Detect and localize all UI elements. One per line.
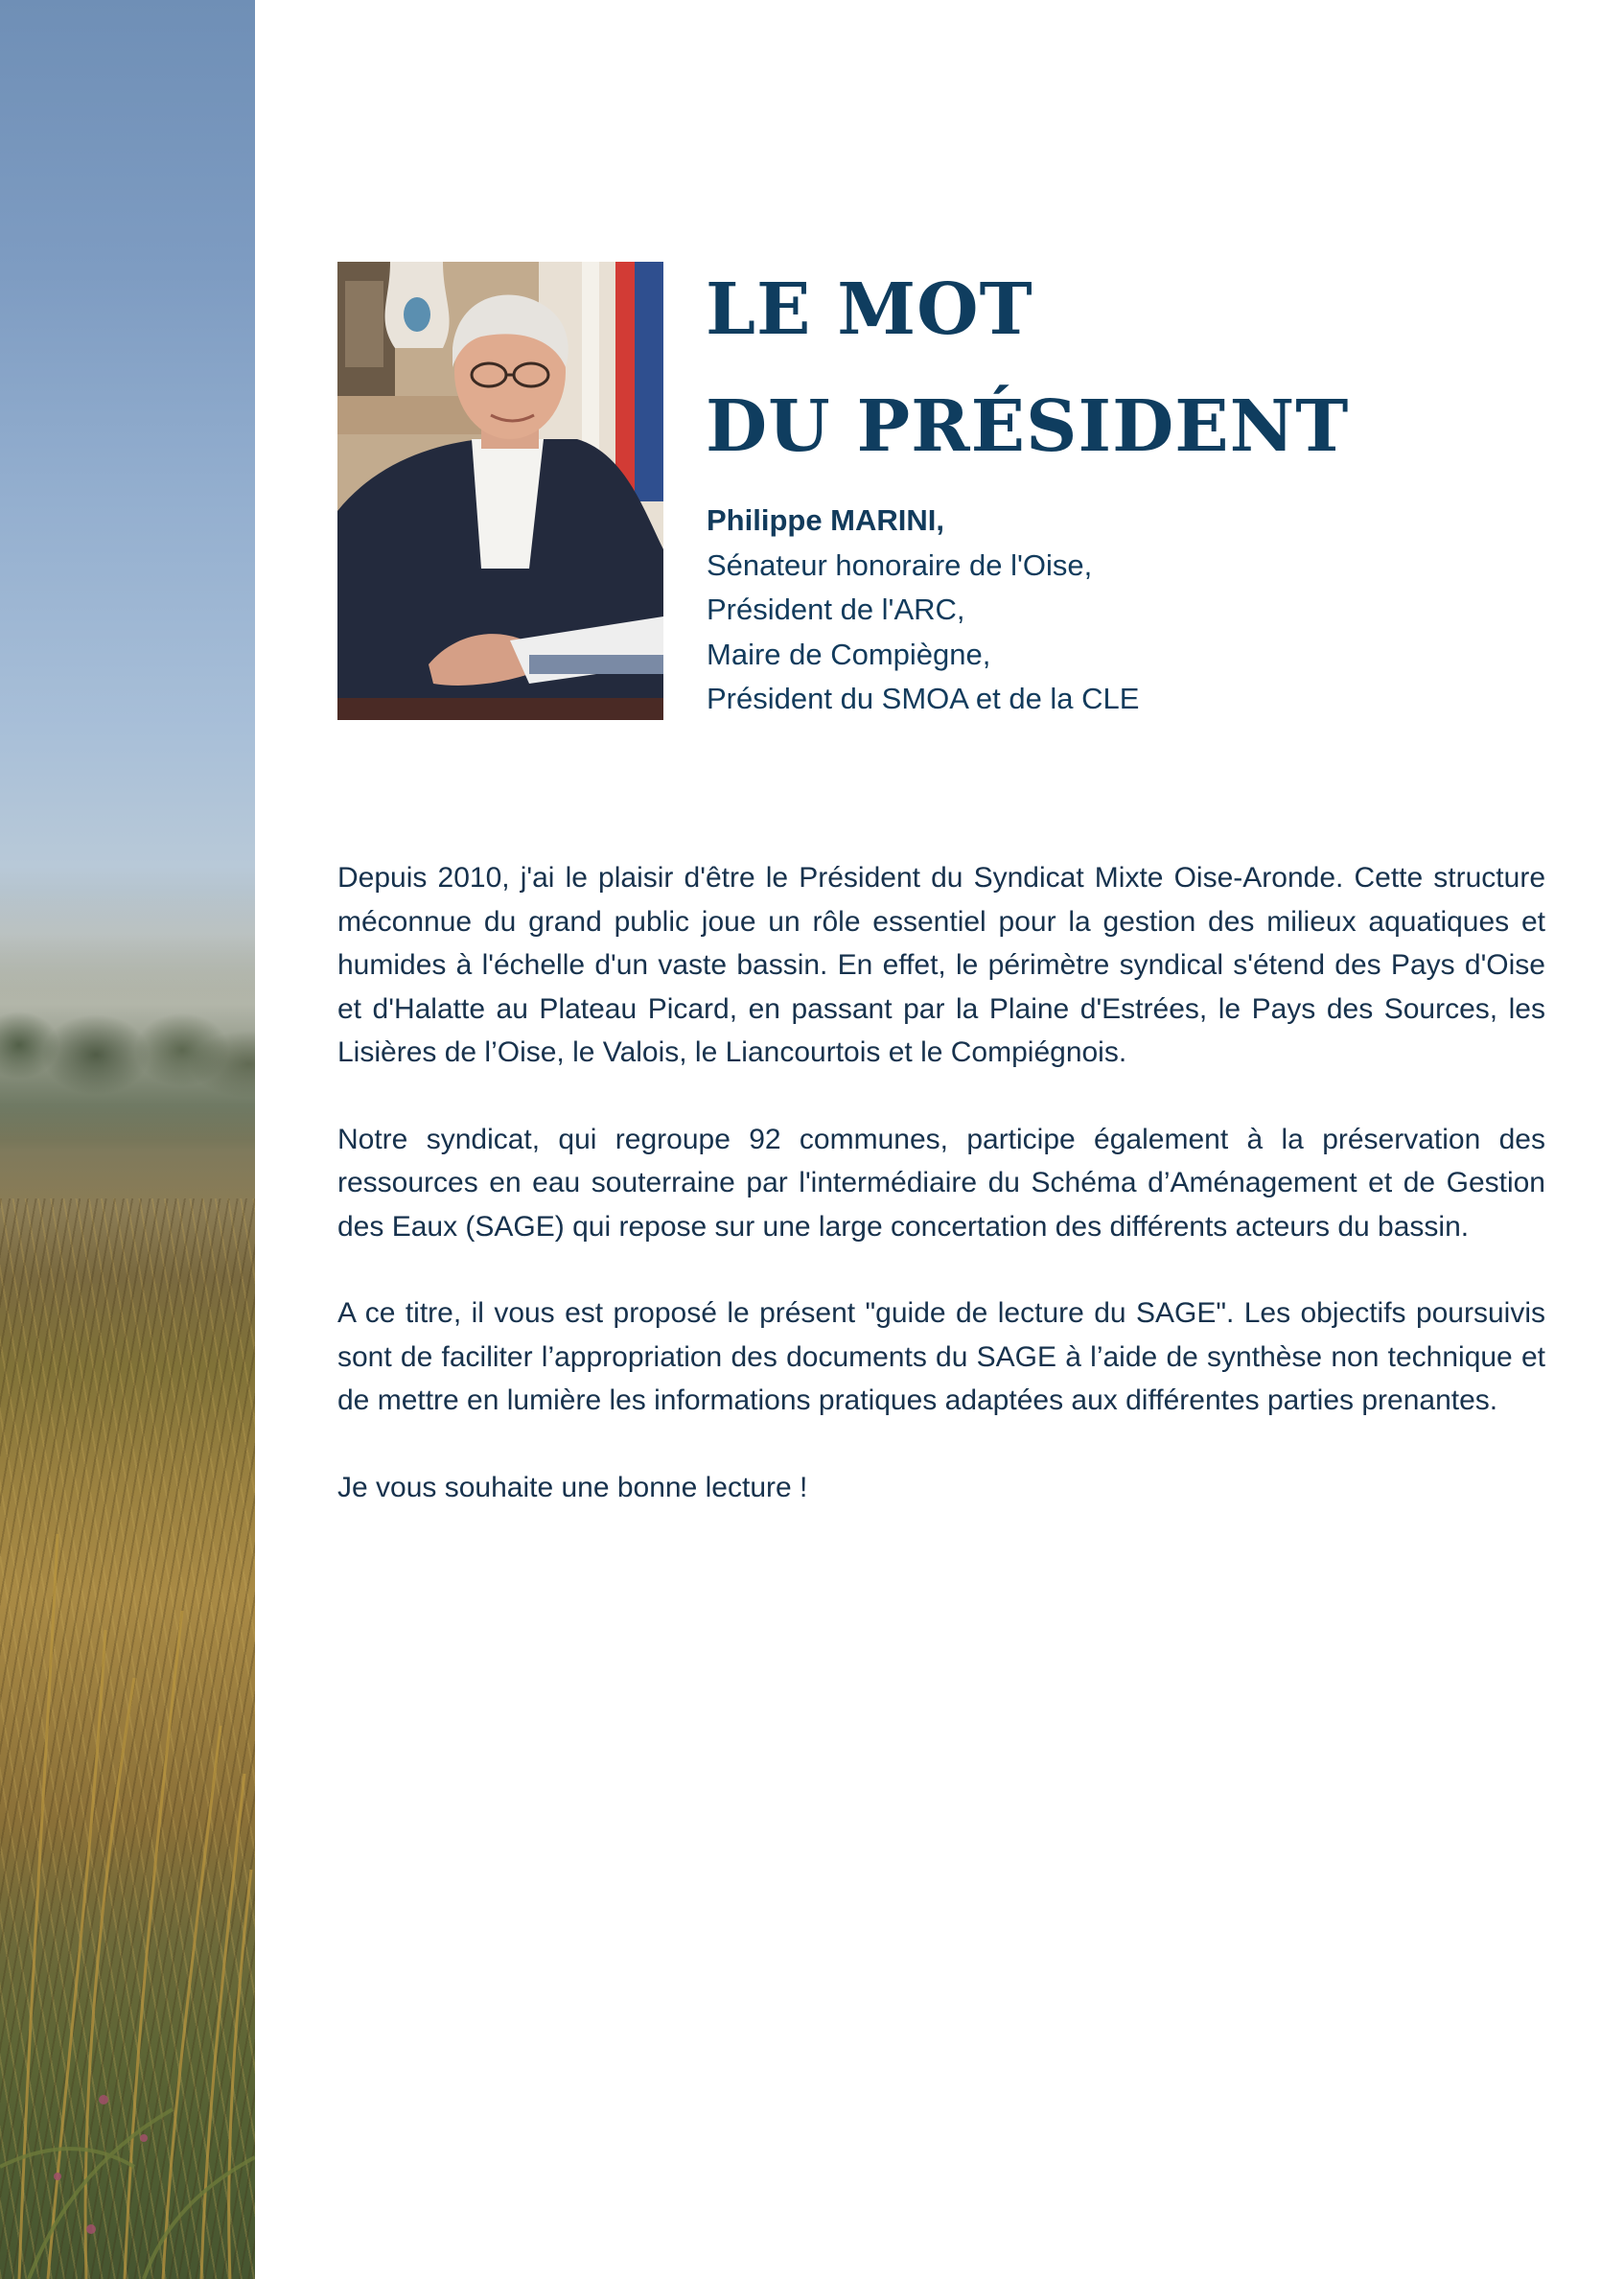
signatory-block <box>707 499 1550 722</box>
title-line-1: LE MOT <box>706 268 1033 351</box>
signatory-role: Président de l'ARC, <box>707 593 965 626</box>
body-paragraph: A ce titre, il vous est proposé le présent "guide de lecture du SAGE". Les objectifs poursuivis sont de faciliter l’appropriation des documents du SAGE à l’aide de synthèse non technique et de mettre en lumière les informations pratiques adaptées aux différentes parties prenantes. <box>337 1297 1545 1416</box>
grass-blades <box>0 0 255 2279</box>
signatory-name: Philippe MARINI, <box>707 503 944 537</box>
signatory-role: Sénateur honoraire de l'Oise, <box>707 547 1093 582</box>
body-paragraph: Notre syndicat, qui regroupe 92 communes, participe également à la préservation des ressources en eau souterraine par l'intermédiaire du Schéma d’Aménagement et de Gestion des Eaux (SAGE) qui repose sur une large concertation des différents acteurs du bassin. <box>337 1123 1545 1243</box>
signatory-role: Maire de Compiègne, <box>707 637 991 671</box>
portrait-illustration <box>337 262 663 720</box>
side-landscape-photo <box>0 0 255 2279</box>
message-body <box>337 856 1545 1552</box>
body-paragraph: Depuis 2010, j'ai le plaisir d'être le Président du Syndicat Mixte Oise-Aronde. Cette structure méconnue du grand public joue un rôle essentiel pour la gestion des milieux aquatiques et humides à l'échelle d'un vaste bassin. En effet, le périmètre syndical s'étend des Pays d'Oise et d'Halatte au Plateau Picard, en passant par la Plaine d'Estrées, le Pays des Sources, les Lisières de l’Oise, le Valois, le Liancourtois et le Compiégnois. <box>337 862 1545 1068</box>
signatory-role: Président du SMOA et de la CLE <box>707 682 1140 715</box>
president-portrait <box>337 262 663 720</box>
page-title <box>706 251 1549 485</box>
closing-line: Je vous souhaite une bonne lecture ! <box>337 1471 808 1503</box>
title-line-2: DU PRÉSIDENT <box>706 385 1350 468</box>
